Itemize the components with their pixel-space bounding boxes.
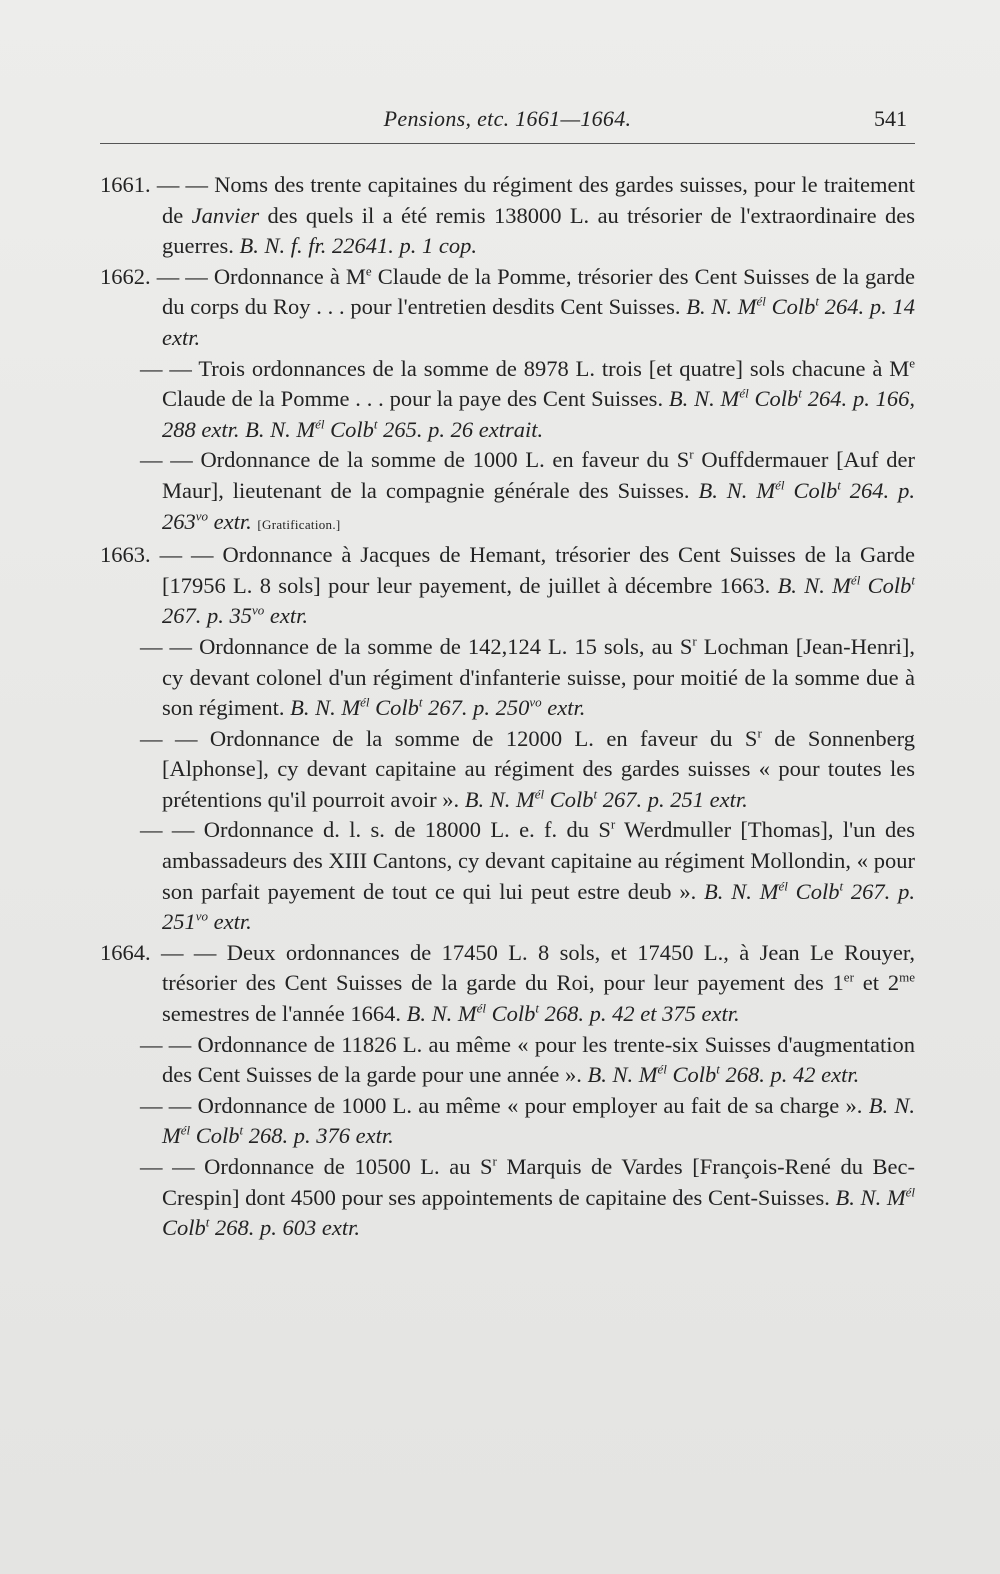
entry-trente-six-suisses — [100, 1030, 915, 1091]
entry-reference — [465, 787, 748, 812]
entry-au-fait-de-sa-charge — [100, 1091, 915, 1152]
entry-text: et 2 — [853, 970, 900, 996]
ref-superscript: él — [180, 1122, 191, 1138]
ref-part: Colb — [190, 1123, 240, 1149]
entry-sonnenberg — [100, 724, 915, 816]
ref-part: B. N. M — [464, 786, 535, 812]
entry-dash: — — — [140, 1031, 192, 1057]
entry-text: Ordonnance de 10500 L. au S — [204, 1154, 493, 1179]
entry-dash: — — — [140, 447, 193, 473]
ref-superscript: él — [778, 878, 788, 894]
ref-part: Colb — [787, 878, 840, 904]
page-number: 541 — [874, 106, 907, 131]
entry-text: semestres de l'année 1664. — [162, 1001, 407, 1027]
entry-1661-gardes-suisses — [100, 170, 915, 262]
ref-superscript: vo — [195, 908, 209, 924]
entry-text: Deux ordonnances de 17450 L. 8 sols, et 17450 L., à Jean Le Rouyer, trésorier des Cent Suisses de la garde du Roi, pour leur payement des 1 — [162, 939, 916, 996]
ref-superscript: él — [315, 416, 325, 432]
entry-superscript: r — [492, 1153, 497, 1169]
entry-reference: B. N. f. fr. 22641. p. 1 cop. — [239, 233, 477, 259]
ref-superscript: t — [205, 1214, 210, 1230]
ref-superscript: t — [373, 416, 378, 432]
entry-superscript: e — [365, 263, 372, 279]
entry-superscript: r — [610, 816, 616, 832]
entry-dash: — — — [140, 1154, 195, 1179]
ref-part: B. N. M — [777, 572, 851, 598]
ref-part: 268. p. 42 et 375 extr. — [539, 1001, 740, 1027]
entry-reference — [290, 695, 585, 720]
entry-year: 1661. — [100, 172, 151, 197]
ref-part: 268. p. 376 extr. — [243, 1123, 394, 1149]
entry-superscript: e — [909, 355, 915, 371]
entry-text: Ordonnance de 11826 L. au même « pour les trente-six Suisses d'augmentation des Cent Suisses de la garde pour une année ». — [162, 1031, 916, 1088]
entry-dash: — — — [140, 355, 192, 381]
entry-lochman — [100, 632, 915, 724]
ref-part: 267. p. 35 — [162, 603, 252, 629]
ref-part: B. N. M — [162, 1092, 916, 1149]
ref-part: B. N. M — [704, 878, 779, 904]
entry-text: Ouffdermauer [Auf der Maur], lieutenant de la compagnie générale des Suisses. — [162, 447, 915, 503]
ref-part: Colb — [544, 786, 594, 812]
ref-superscript: t — [815, 293, 820, 309]
ref-part: Colb — [666, 1062, 717, 1088]
entry-superscript: me — [899, 969, 915, 985]
entry-year: 1662. — [100, 263, 151, 289]
entry-reference — [588, 1062, 860, 1087]
ref-part: B. N. M — [290, 695, 361, 721]
ref-part: extr. — [208, 909, 252, 935]
entry-text: Ordonnance de la somme de 1000 L. en faveur du S — [200, 447, 690, 473]
ref-part: Colb — [486, 1001, 536, 1027]
entry-marquis-de-vardes — [100, 1152, 915, 1244]
entry-italic-month: Janvier — [191, 202, 260, 228]
entry-dash: — — — [140, 725, 198, 751]
entry-text: Ordonnance à M — [213, 263, 366, 289]
entry-text: de Sonnenberg [Alphonse], cy devant capitaine au régiment des gardes suisses « pour toutes les prétentions qu'il pourroit avoir ». — [162, 725, 915, 812]
entry-text: Ordonnance de la somme de 12000 L. en faveur du S — [209, 725, 758, 751]
entry-text: Marquis de Vardes [François-René du Bec-Crespin] dont 4500 pour ses appointements de capitaine des Cent-Suisses. — [162, 1154, 916, 1210]
ref-superscript: t — [535, 1000, 540, 1016]
entry-1664-jean-le-rouyer — [100, 938, 915, 1030]
entry-reference — [407, 1001, 740, 1026]
entry-dash: — — — [156, 263, 208, 289]
ref-part: Colb — [860, 572, 912, 598]
ref-superscript: vo — [252, 602, 265, 618]
entry-1663-jacques-de-hemant — [100, 540, 915, 632]
ref-superscript: t — [716, 1061, 720, 1077]
ref-part: extr. — [264, 603, 309, 629]
entry-text: Lochman [Jean-Henri], cy devant colonel d'un régiment d'infanterie suisse, pour moitié de la somme due à son régiment. — [162, 633, 916, 721]
ref-superscript: él — [360, 694, 370, 710]
entry-text: Ordonnance à Jacques de Hemant, trésorier des Cent Suisses de la Garde [17956 L. 8 sols] pour leur payement, de juillet à décembre 1663. — [162, 542, 916, 598]
entry-text: Ordonnance de la somme de 142,124 L. 15 sols, au S — [199, 633, 693, 659]
ref-superscript: él — [850, 572, 861, 588]
ref-superscript: t — [837, 477, 841, 493]
entry-text: Ordonnance de 1000 L. au même « pour employer au fait de sa charge ». — [197, 1092, 869, 1118]
ref-part: 268. p. 42 extr. — [719, 1062, 860, 1088]
ref-superscript: t — [418, 694, 423, 710]
ref-superscript: él — [739, 385, 749, 401]
ref-part: Colb — [369, 695, 419, 721]
entry-text: Trois ordonnances de la somme de 8978 L. trois [et quatre] sols chacune à M — [198, 355, 910, 381]
ref-part: B. N. M — [835, 1184, 906, 1210]
ref-part: 264. p. 14 extr. — [162, 294, 916, 350]
ref-superscript: t — [593, 786, 598, 802]
ref-part: Colb — [324, 416, 374, 442]
ref-part: Colb — [784, 477, 838, 503]
ref-superscript: t — [839, 878, 844, 894]
entry-dash: — — — [140, 817, 195, 843]
ref-part: B. N. M — [698, 477, 776, 503]
ref-part: Colb — [765, 294, 816, 320]
entry-dash: — — — [159, 542, 214, 568]
entry-trois-ordonnances — [100, 354, 915, 446]
entry-text: des quels il a été remis 138000 L. au trésorier de l'extraordinaire des guerres. — [162, 202, 915, 259]
ref-part: 268. p. 603 extr. — [209, 1215, 361, 1241]
header-rule — [100, 143, 915, 144]
ref-superscript: él — [534, 786, 545, 802]
ref-part: 264. p. 166, 288 extr. B. N. M — [162, 386, 916, 442]
entry-dash: — — — [140, 633, 193, 659]
ref-part: 267. p. 251 extr. — [597, 786, 748, 812]
entry-year: 1664. — [100, 939, 151, 965]
ref-part: Colb — [162, 1215, 206, 1241]
ref-part: 267. p. 250 — [422, 695, 530, 721]
ref-superscript: t — [239, 1122, 244, 1138]
entry-text: Claude de la Pomme . . . pour la paye des Cent Suisses. — [162, 386, 669, 412]
ref-part: 265. p. 26 extrait. — [377, 416, 544, 442]
document-body — [100, 170, 915, 1244]
entry-superscript: r — [692, 633, 697, 649]
ref-part: 267. p. 251 — [162, 878, 916, 935]
ref-superscript: vo — [529, 694, 542, 710]
entry-ouffdermauer — [100, 445, 915, 540]
ref-superscript: él — [657, 1061, 667, 1077]
ref-superscript: él — [905, 1184, 915, 1200]
ref-part: 264. p. 263 — [162, 477, 915, 534]
entry-year: 1663. — [100, 542, 151, 568]
entry-dash: — — — [140, 1092, 192, 1118]
ref-part: B. N. M — [587, 1062, 658, 1088]
page-header — [100, 98, 915, 144]
entry-1662-claude-de-la-pomme — [100, 262, 915, 354]
ref-part: B. N. M — [406, 1001, 477, 1027]
ref-superscript: él — [775, 477, 785, 493]
entry-dash: — — — [161, 939, 217, 965]
ref-part: extr. — [541, 695, 586, 721]
ref-part: Colb — [748, 386, 799, 412]
entry-dash: — — — [156, 172, 208, 197]
entry-text: Werdmuller [Thomas], l'un des ambassadeurs des XIII Cantons, cy devant capitaine au régiment Mollondin, « pour son parfait payement de tout ce qui lui peut estre deub ». — [162, 817, 916, 904]
ref-part: extr. — [208, 508, 252, 534]
entry-text: Ordonnance d. l. s. de 18000 L. e. f. du S — [203, 817, 611, 843]
entry-superscript: r — [757, 725, 762, 741]
entry-text: Noms des trente capitaines du régiment des gardes suisses, pour le traitement de — [162, 172, 916, 228]
ref-part: B. N. M — [686, 294, 757, 320]
entry-superscript: r — [689, 446, 694, 462]
entry-werdmuller — [100, 815, 915, 937]
entry-superscript: er — [843, 969, 854, 985]
ref-superscript: vo — [195, 508, 209, 524]
ref-superscript: t — [798, 385, 802, 401]
ref-superscript: t — [911, 572, 915, 588]
entry-note: [Gratification.] — [257, 516, 341, 532]
entry-text: Claude de la Pomme, trésorier des Cent Suisses de la garde du corps du Roy . . . pour l'entretien desdits Cent Suisses. — [162, 263, 916, 320]
ref-part: B. N. M — [668, 386, 740, 412]
ref-superscript: él — [476, 1000, 486, 1016]
ref-superscript: él — [756, 293, 766, 309]
running-head: Pensions, etc. 1661—1664. — [383, 106, 632, 131]
